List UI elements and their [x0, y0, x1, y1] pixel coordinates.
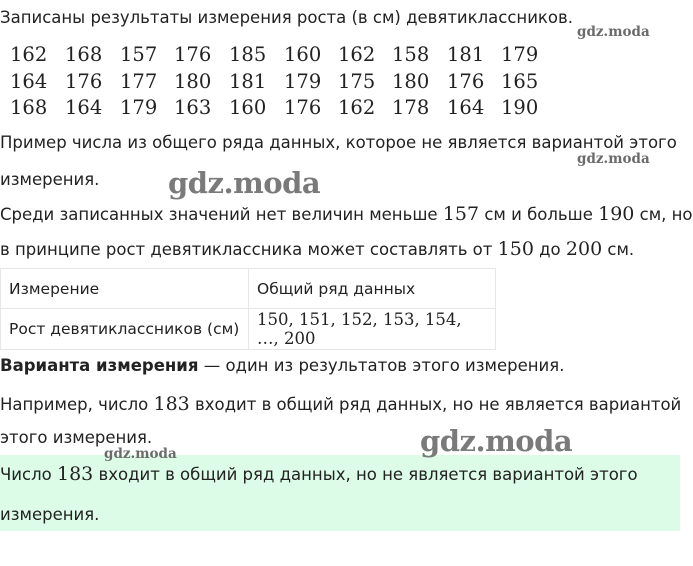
height-value: 164 — [447, 96, 485, 119]
max-value: 190 — [598, 203, 635, 225]
watermark: gdz.moda — [577, 24, 650, 40]
watermark: gdz.moda — [104, 446, 177, 462]
explanation-line-2 — [0, 238, 634, 260]
answer-line-1 — [0, 463, 638, 485]
data-table — [0, 268, 496, 350]
height-value: 180 — [174, 69, 212, 93]
height-value: 164 — [65, 96, 103, 119]
height-value: 175 — [338, 69, 376, 93]
example-line-2: этого измерения. — [0, 428, 153, 447]
height-value: 180 — [392, 69, 430, 93]
height-value: 164 — [10, 69, 48, 93]
table-cell: 150, 151, 152, 153, 154, …, 200 — [249, 309, 496, 350]
height-value: 168 — [10, 96, 48, 119]
range-from: 150 — [497, 238, 534, 260]
height-value: 162 — [338, 43, 376, 66]
table-header-row — [1, 269, 496, 309]
height-value: 179 — [120, 96, 158, 119]
watermark: gdz.moda — [420, 424, 573, 458]
task-line-1: Пример числа из общего ряда данных, которое не является вариантой этого — [0, 133, 677, 152]
height-value: 190 — [501, 96, 539, 119]
height-value: 181 — [229, 69, 267, 93]
height-value: 176 — [65, 69, 103, 93]
definition-line — [0, 356, 564, 375]
explanation-text: до — [533, 240, 566, 259]
height-value: 181 — [447, 43, 485, 66]
example-text: входит в общий ряд данных, но не является вариантой — [189, 395, 682, 414]
explanation-text: см и больше — [479, 205, 599, 224]
table-header-cell: Измерение — [1, 269, 249, 309]
watermark: gdz.moda — [168, 166, 321, 200]
height-value: 178 — [392, 96, 430, 119]
height-value: 160 — [284, 43, 322, 66]
min-value: 157 — [442, 203, 480, 225]
height-value: 176 — [284, 96, 322, 119]
table-header-cell: Общий ряд данных — [249, 269, 496, 309]
height-value: 162 — [338, 96, 376, 119]
height-value: 179 — [284, 69, 322, 93]
height-value: 162 — [10, 43, 48, 66]
example-text: Например, число — [0, 395, 154, 414]
answer-text: Число — [0, 465, 57, 484]
explanation-text: см, но — [634, 205, 693, 224]
explanation-line-1 — [0, 203, 693, 225]
height-value: 176 — [447, 69, 485, 93]
explanation-text: см. — [602, 240, 635, 259]
definition-term: Варианта измерения — [0, 356, 199, 375]
height-value: 165 — [501, 69, 539, 93]
watermark: gdz.moda — [577, 151, 650, 167]
height-value: 160 — [229, 96, 267, 119]
height-value: 157 — [120, 43, 158, 66]
definition-text: — один из результатов этого измерения. — [198, 356, 565, 375]
table-cell: Рост девятиклассников (см) — [1, 309, 249, 350]
example-line-1 — [0, 393, 681, 415]
answer-text: входит в общий ряд данных, но не является вариантой этого — [93, 465, 638, 484]
explanation-text: в принципе рост девятиклассника может составлять от — [0, 240, 498, 259]
task-line-2: измерения. — [0, 170, 100, 189]
height-value: 179 — [501, 43, 539, 66]
table-row — [1, 309, 496, 350]
height-value: 168 — [65, 43, 103, 66]
height-value: 185 — [229, 43, 267, 66]
height-value: 163 — [174, 96, 212, 119]
example-number: 183 — [153, 393, 190, 415]
height-value: 176 — [174, 43, 212, 66]
explanation-text: Среди записанных значений нет величин меньше — [0, 205, 443, 224]
intro-text: Записаны результаты измерения роста (в см) девятиклассников. — [0, 8, 573, 27]
height-value: 177 — [120, 69, 158, 93]
answer-line-2: измерения. — [0, 505, 100, 524]
range-to: 200 — [565, 238, 603, 260]
height-value: 158 — [392, 43, 430, 66]
answer-number: 183 — [57, 463, 94, 485]
